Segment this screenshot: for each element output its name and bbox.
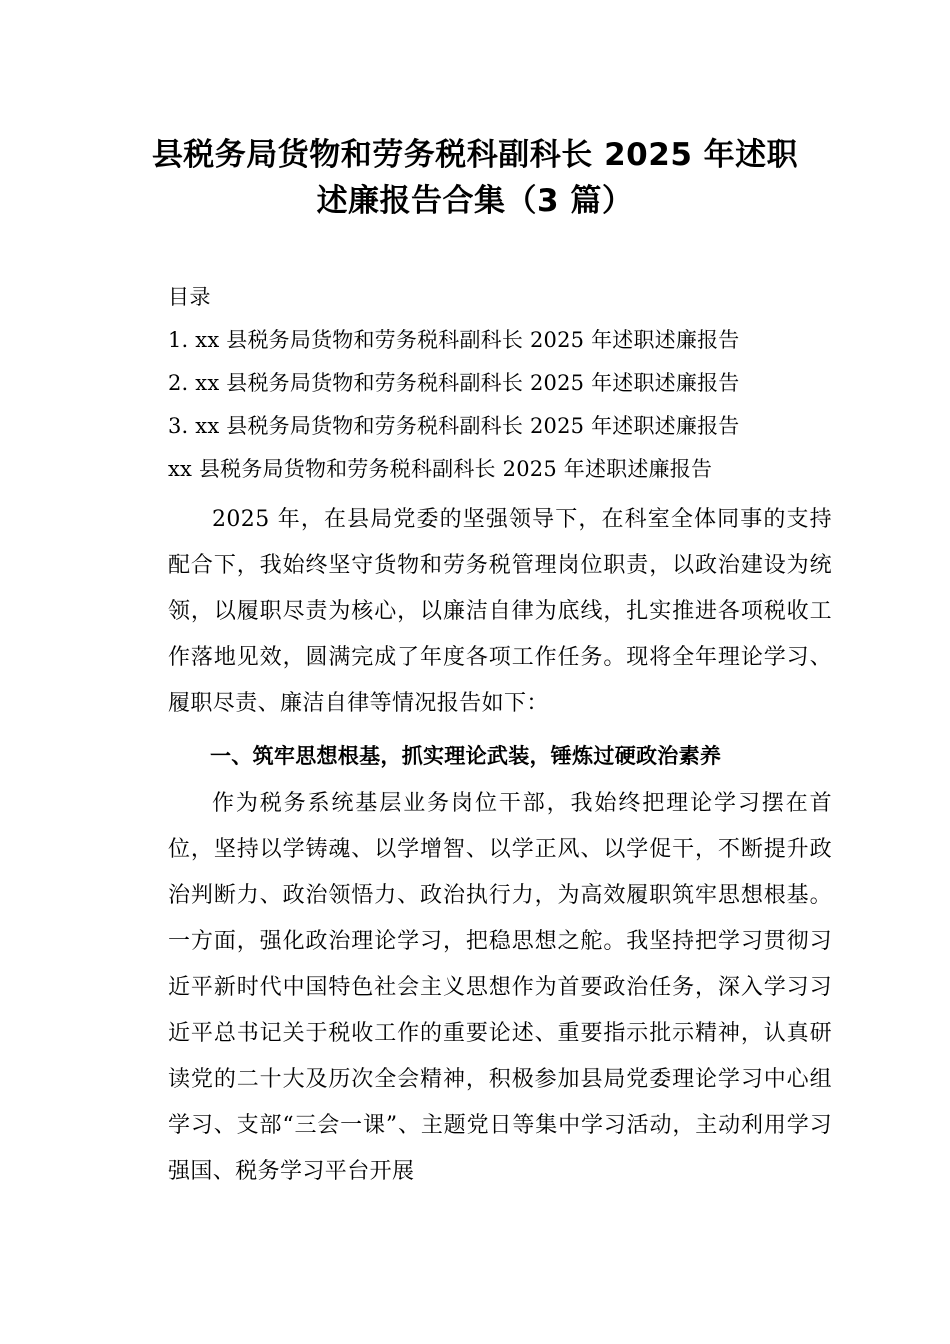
body-paragraph-1: 2025 年，在县局党委的坚强领导下，在科室全体同事的支持配合下，我始终坚守货物和劳务税管理岗位职责，以政治建设为统领，以履职尽责为核心，以廉洁自律为底线，扎实推进各项税收工作落地见效，圆满完成了年度各项工作任务。现将全年理论学习、履职尽责、廉洁自律等情况报告如下： [168,507,832,716]
document-title-line-1: 县税务局货物和劳务税科副科长 2025 年述职 [151,137,799,173]
toc-item-1[interactable]: 1. xx 县税务局货物和劳务税科副科长 2025 年述职述廉报告 [168,328,740,352]
body-paragraph-2: 作为税务系统基层业务岗位干部，我始终把理论学习摆在首位，坚持以学铸魂、以学增智、以学正风、以学促干，不断提升政治判断力、政治领悟力、政治执行力，为高效履职筑牢思想根基。一方面，强化政治理论学习，把稳思想之舵。我坚持把学习贯彻习近平新时代中国特色社会主义思想作为首要政治任务，深入学习习近平总书记关于税收工作的重要论述、重要指示批示精神，认真研读党的二十大及历次全会精神，积极参加县局党委理论学习中心组学习、支部“三会一课”、主题党日等集中学习活动，主动利用学习强国、税务学习平台开展 [168,791,832,1184]
document-title-line-2: 述廉报告合集（3 篇） [316,183,634,219]
document-content [168,276,832,1195]
section-heading-1: 一、筑牢思想根基，抓实理论武装，锤炼过硬政治素养 [210,744,722,768]
toc-item-2[interactable]: 2. xx 县税务局货物和劳务税科副科长 2025 年述职述廉报告 [168,371,740,395]
toc-label: 目录 [168,285,211,309]
toc-item-3[interactable]: 3. xx 县税务局货物和劳务税科副科长 2025 年述职述廉报告 [168,414,740,438]
document-title [118,132,832,224]
article-heading: xx 县税务局货物和劳务税科副科长 2025 年述职述廉报告 [168,457,713,481]
